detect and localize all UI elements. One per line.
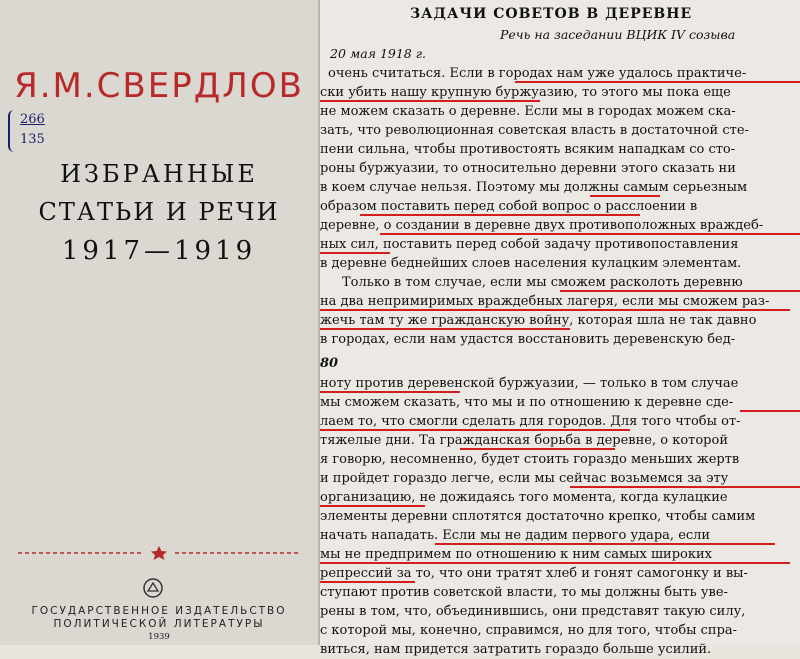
red-underline xyxy=(590,195,660,197)
text-line: деревне, о создании в деревне двух противоположных враждеб- xyxy=(320,218,764,233)
catalog-number-bottom: 135 xyxy=(20,132,45,147)
red-underline xyxy=(560,290,800,292)
text-line: с которой мы, конечно, справимся, но для того, чтобы спра- xyxy=(320,623,738,638)
catalog-number-top: 266 xyxy=(20,112,45,127)
publisher-line1: ГОСУДАРСТВЕННОЕ ИЗДАТЕЛЬСТВО xyxy=(31,605,287,617)
red-underline xyxy=(435,543,775,545)
text-line: образом поставить перед собой вопрос о расслоении в xyxy=(320,199,698,214)
cover-title-years: 1917—1919 xyxy=(61,236,257,266)
text-line: репрессий за то, что они тратят хлеб и гонят самогонку и вы- xyxy=(320,566,748,581)
red-underline xyxy=(460,448,615,450)
text-line: ных сил, поставить перед собой задачу противопоставления xyxy=(320,237,739,252)
publisher-line2: ПОЛИТИЧЕСКОЙ ЛИТЕРАТУРЫ xyxy=(53,618,265,630)
text-line: лаем то, что смогли сделать для городов. Для того чтобы от- xyxy=(320,414,741,429)
text-line: роны буржуазии, то относительно деревни этого сказать ни xyxy=(320,161,736,176)
text-line: элементы деревни сплотятся достаточно крепко, чтобы самим xyxy=(320,509,756,524)
handwritten-catalog-number xyxy=(6,108,66,154)
text-line: в деревне беднейших слоев населения кулацким элементам. xyxy=(320,256,742,271)
red-underline xyxy=(320,328,570,330)
text-line: зать, что революционная советская власть в достаточной сте- xyxy=(320,123,749,138)
article-title: ЗАДАЧИ СОВЕТОВ В ДЕРЕВНЕ xyxy=(410,6,693,22)
text-line: организацию, не дожидаясь того момента, когда кулацкие xyxy=(320,490,728,505)
article-subtitle: Речь на заседании ВЦИК IV созыва xyxy=(500,27,736,42)
red-underline xyxy=(320,562,790,564)
text-line: я говорю, несомненно, будет стоить гораздо меньших жертв xyxy=(320,452,740,467)
publication-year: 1939 xyxy=(148,632,170,642)
book-cover xyxy=(0,0,318,645)
text-line: тяжелые дни. Та гражданская борьба в деревне, о которой xyxy=(320,433,728,448)
text-line: начать нападать. Если мы не дадим первого удара, если xyxy=(320,528,711,543)
text-line: Только в том случае, если мы сможем расколоть деревню xyxy=(342,275,743,290)
red-underline xyxy=(320,252,390,254)
text-line: мы не предпримем по отношению к ним самых широких xyxy=(320,547,712,562)
article-date: 20 мая 1918 г. xyxy=(330,46,427,61)
red-underline xyxy=(320,429,630,431)
red-underline xyxy=(320,391,460,393)
red-underline xyxy=(320,581,415,583)
red-underline xyxy=(360,214,640,216)
text-line: в коем случае нельзя. Поэтому мы должны самым серьезным xyxy=(320,180,748,195)
red-underline xyxy=(380,233,800,235)
red-underline xyxy=(320,505,425,507)
text-line: ноту против деревенской буржуазии, — только в том случае xyxy=(320,376,739,391)
article-page xyxy=(318,0,800,657)
text-line: на два непримиримых враждебных лагеря, если мы сможем раз- xyxy=(320,294,770,309)
author-name: Я.М.СВЕРДЛОВ xyxy=(14,66,304,106)
bracket-mark xyxy=(8,110,18,152)
cover-title-line1: ИЗБРАННЫЕ xyxy=(60,160,258,188)
red-underline xyxy=(570,486,800,488)
page-number: 80 xyxy=(320,356,339,371)
text-line: и пройдет гораздо легче, если мы сейчас возьмемся за эту xyxy=(320,471,729,486)
text-line: виться, нам придется затратить гораздо больше усилий. xyxy=(320,642,712,657)
red-underline xyxy=(320,100,540,102)
publisher-logo-icon xyxy=(142,577,164,599)
star-ornament-icon xyxy=(18,546,300,560)
cover-title-line2: СТАТЬИ И РЕЧИ xyxy=(38,198,280,226)
text-line: ступают против советской власти, то мы должны быть уве- xyxy=(320,585,728,600)
text-line: в городах, если нам удастся восстановить деревенскую бед- xyxy=(320,332,736,347)
text-line: не можем сказать о деревне. Если мы в городах можем ска- xyxy=(320,104,736,119)
red-underline xyxy=(320,309,790,311)
text-line: очень считаться. Если в городах нам уже удалось практиче- xyxy=(328,66,747,81)
text-line: пени сильна, чтобы противостоять всяким нападкам со сто- xyxy=(320,142,736,157)
text-line: мы сможем сказать, что мы и по отношению к деревне сде- xyxy=(320,395,734,410)
text-line: ски убить нашу крупную буржуазию, то этого мы пока еще xyxy=(320,85,731,100)
text-line: жечь там ту же гражданскую войну, которая шла не так давно xyxy=(320,313,757,328)
red-underline xyxy=(515,81,800,83)
text-line: рены в том, что, объединившись, они представят такую силу, xyxy=(320,604,746,619)
red-underline xyxy=(740,410,800,412)
